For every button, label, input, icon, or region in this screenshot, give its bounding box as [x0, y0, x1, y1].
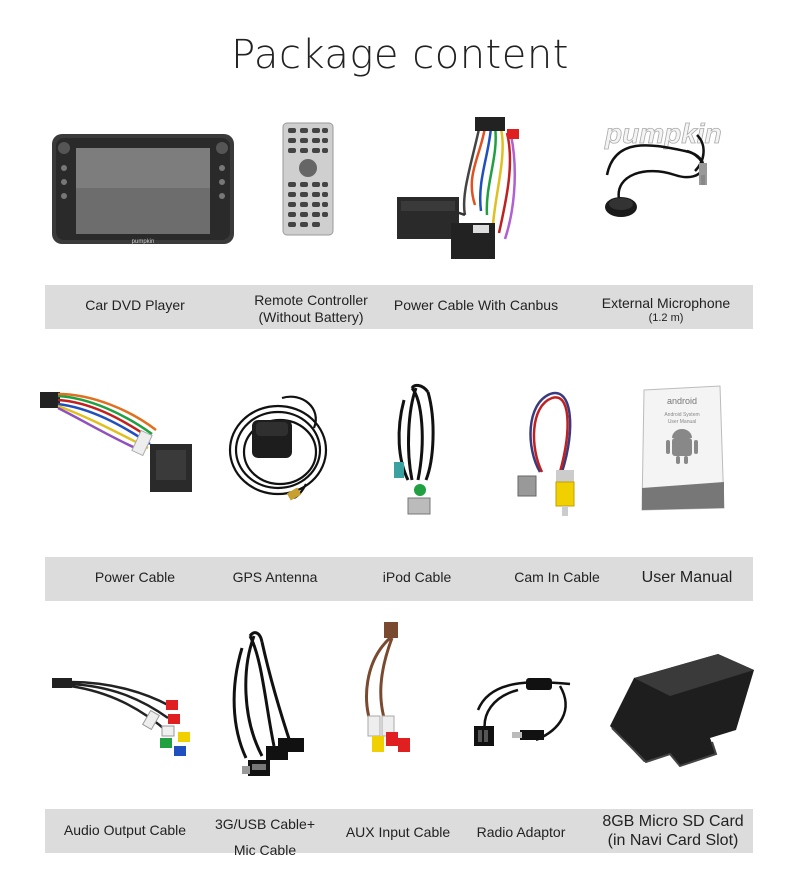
label-text: Cam In Cable [514, 569, 600, 585]
label-power-cable [70, 569, 200, 586]
label-text: Audio Output Cable [63, 822, 187, 838]
label-text-line2: (Without Battery) [258, 309, 364, 325]
remote-controller-image [282, 122, 334, 236]
manual-text-line1: Android System [664, 412, 700, 418]
device-logo-text: pumpkin [131, 239, 155, 245]
usb-mic-cable-image [222, 628, 318, 786]
label-text: User Manual [641, 569, 733, 586]
label-subtext: (1.2 m) [648, 312, 684, 324]
manual-logo-text: android [666, 396, 698, 406]
label-audio-output-cable [55, 822, 195, 839]
manual-text-line2: User Manual [667, 419, 697, 425]
user-manual-image [638, 384, 728, 512]
label-ipod-cable [352, 569, 482, 586]
label-text: Remote Controller [254, 292, 368, 308]
gps-antenna-image [222, 388, 332, 504]
label-text: GPS Antenna [232, 569, 318, 585]
car-dvd-player-image [50, 130, 236, 248]
power-cable-canbus-image [395, 115, 535, 265]
cam-in-cable-image [512, 388, 592, 522]
label-remote-controller [236, 292, 386, 326]
label-text: 8GB Micro SD Card [602, 813, 744, 830]
label-text: Radio Adaptor [476, 824, 566, 840]
radio-adaptor-image [470, 670, 580, 760]
label-usb-mic-cable [198, 811, 332, 863]
label-user-manual [622, 568, 752, 587]
label-text: iPod Cable [382, 569, 452, 585]
audio-output-cable-image [50, 672, 200, 762]
label-cam-in-cable [492, 569, 622, 586]
label-text: Power Cable [94, 569, 176, 585]
ipod-cable-image [386, 380, 446, 520]
page-title: Package content [231, 32, 569, 78]
power-cable-image [40, 388, 200, 503]
label-text-line2: Mic Cable [233, 842, 297, 858]
label-gps-antenna [210, 569, 340, 586]
label-micro-sd-card [590, 812, 756, 850]
aux-input-cable-image [352, 620, 422, 770]
micro-sd-card-image [606, 650, 758, 776]
label-power-cable-canbus [386, 297, 566, 314]
external-microphone-image [595, 115, 755, 227]
label-text-line2: (in Navi Card Slot) [607, 832, 739, 849]
label-radio-adaptor [461, 824, 581, 841]
label-text: Car DVD Player [85, 297, 185, 313]
label-text: AUX Input Cable [345, 824, 451, 840]
label-external-microphone [586, 295, 746, 325]
label-text: 3G/USB Cable+ [215, 816, 315, 832]
brand-watermark-text: pumpkin [605, 118, 722, 149]
label-aux-input-cable [333, 824, 463, 841]
label-text: Power Cable With Canbus [393, 297, 559, 313]
label-car-dvd-player [60, 297, 210, 314]
label-text: External Microphone [601, 295, 731, 311]
